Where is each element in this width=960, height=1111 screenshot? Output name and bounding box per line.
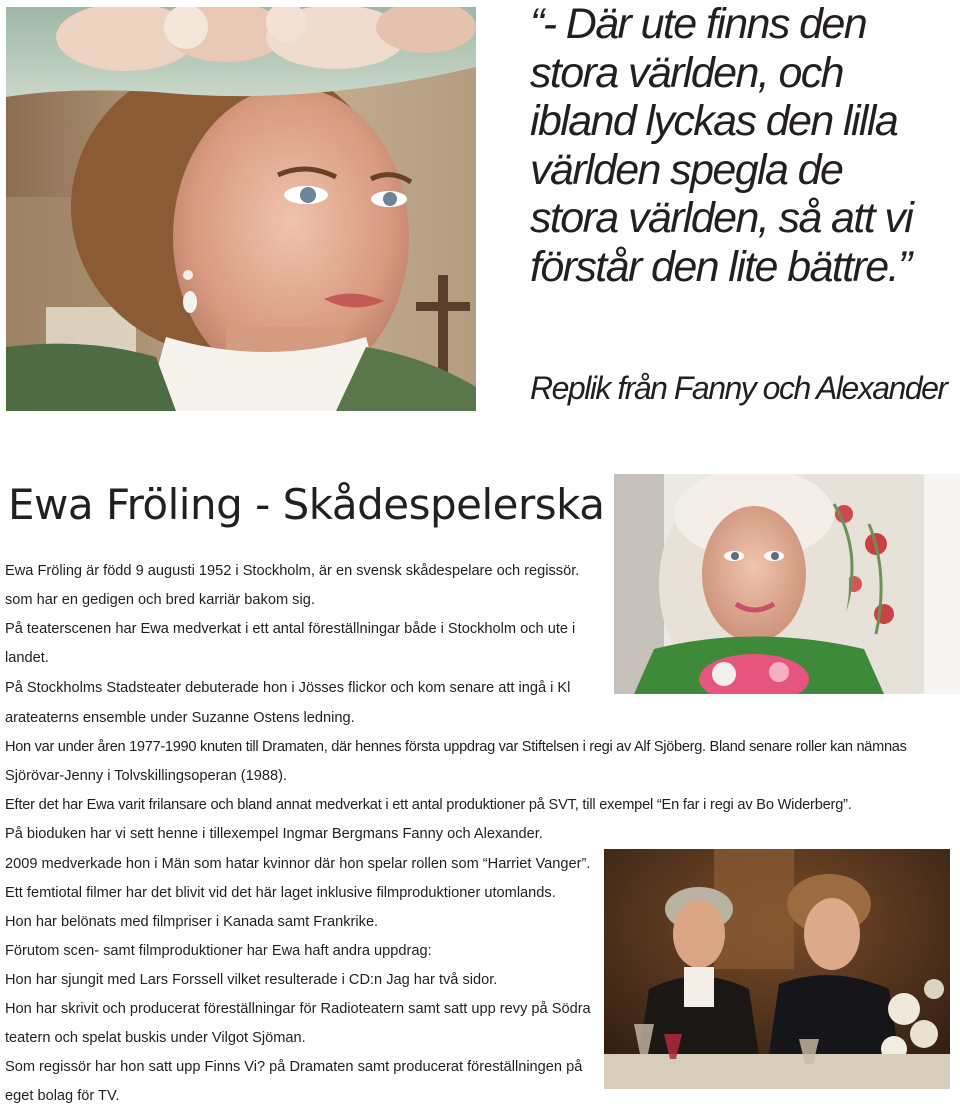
film-still-photo <box>604 849 950 1089</box>
paragraph-line: 2009 medverkade hon i Män som hatar kvinnor där hon spelar rollen som “Harriet Vanger”. <box>5 856 591 872</box>
portrait-photo-current <box>614 474 960 694</box>
paragraph-line: arateaterns ensemble under Suzanne Ostens ledning. <box>5 710 355 726</box>
paragraph-line: Ewa Fröling är född 9 augusti 1952 i Stockholm, är en svensk skådespelare och regissör. <box>5 563 580 579</box>
paragraph-line: Hon har belönats med filmpriser i Kanada samt Frankrike. <box>5 914 379 930</box>
paragraph-line: teatern och spelat buskis under Vilgot Sjöman. <box>5 1030 306 1046</box>
quote-line: “- Där ute finns den <box>530 0 867 48</box>
paragraph-line: som har en gedigen och bred karriär bakom sig. <box>5 592 315 608</box>
paragraph-line: Hon var under åren 1977-1990 knuten till Dramaten, där hennes första uppdrag var Stiftelsen i regi av Alf Sjöberg. Bland senare roller kan nämnas <box>5 739 907 755</box>
paragraph-line: På teaterscenen har Ewa medverkat i ett antal föreställningar både i Stockholm och ute i <box>5 621 576 637</box>
paragraph-line: Sjörövar-Jenny i Tolvskillingsoperan (1988). <box>5 768 288 784</box>
quote-line: ibland lyckas den lilla <box>530 97 898 145</box>
quote-block <box>530 0 960 291</box>
paragraph-line: eget bolag för TV. <box>5 1088 120 1104</box>
paragraph-line: På bioduken har vi sett henne i tillexempel Ingmar Bergmans Fanny och Alexander. <box>5 826 543 842</box>
paragraph-line: Hon har sjungit med Lars Forssell vilket resulterade i CD:n Jag har två sidor. <box>5 972 498 988</box>
paragraph-line: Förutom scen- samt filmproduktioner har Ewa haft andra uppdrag: <box>5 943 432 959</box>
portrait-photo-young <box>6 7 476 411</box>
page-title: Ewa Fröling - Skådespelerska <box>8 480 605 529</box>
quote-line: världen spegla de <box>530 145 843 194</box>
paragraph-line: Ett femtiotal filmer har det blivit vid det här laget inklusive filmproduktioner utomlands. <box>5 885 556 901</box>
quote-line: förstår den lite bättre.” <box>530 242 911 291</box>
paragraph-line: Efter det har Ewa varit frilansare och bland annat medverkat i ett antal produktioner på SVT, till exempel “En far i regi av Bo Widerberg”. <box>5 797 852 813</box>
paragraph-line: Som regissör har hon satt upp Finns Vi? på Dramaten samt producerat föreställningen på <box>5 1059 583 1075</box>
paragraph-line: På Stockholms Stadsteater debuterade hon i Jösses flickor och kom senare att ingå i Kl <box>5 680 571 696</box>
quote-line: stora världen, och <box>530 48 843 97</box>
quote-line: stora världen, så att vi <box>530 194 913 242</box>
paragraph-line: Hon har skrivit och producerat föreställningar för Radioteatern samt satt upp revy på Södra <box>5 1001 591 1017</box>
quote-source: Replik från Fanny och Alexander <box>530 370 947 406</box>
paragraph-line: landet. <box>5 650 49 666</box>
